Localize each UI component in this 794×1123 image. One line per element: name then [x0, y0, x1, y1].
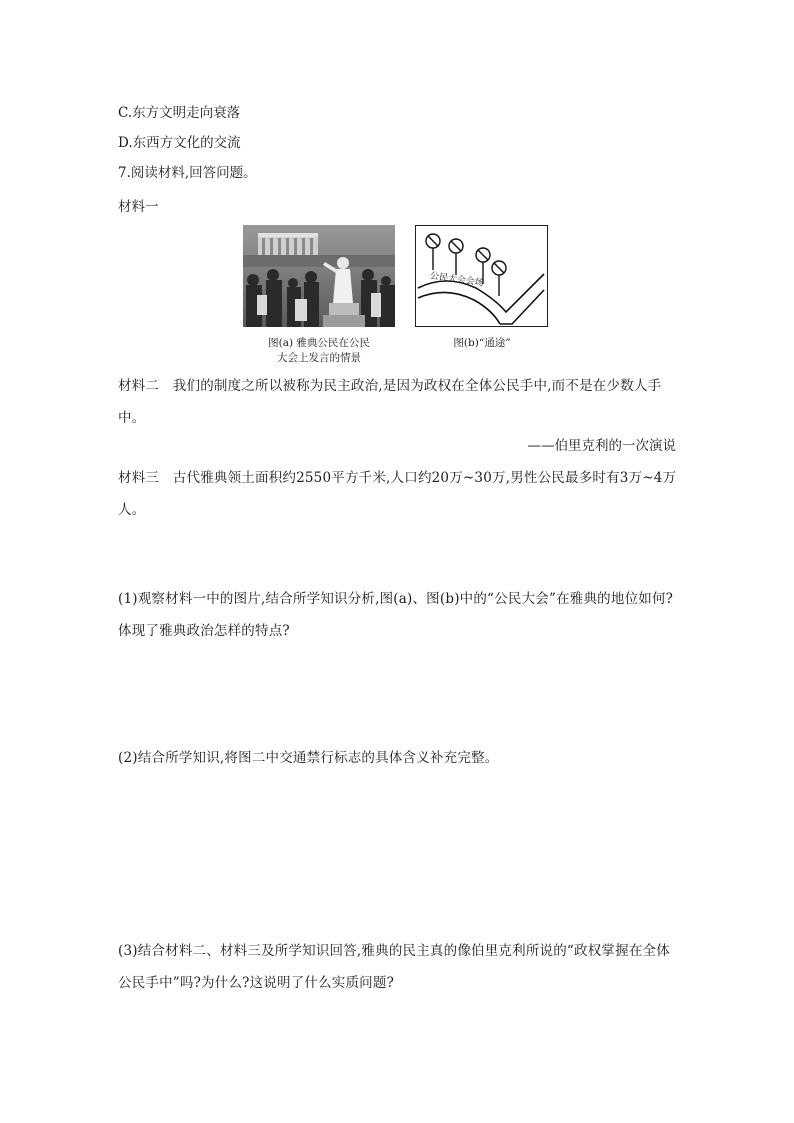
no-entry-sign-icon: [449, 239, 463, 275]
figure-b-road-diagram: [415, 225, 548, 327]
no-entry-sign-icon: [492, 261, 506, 296]
material3-text: 材料三 古代雅典领土面积约2550平方千米,人口约20万~30万,男性公民最多时有3万~4万人。: [118, 470, 677, 518]
figure-b-caption: 图(b)“通途”: [453, 337, 511, 349]
material2-source: ——伯里克利的一次演说: [527, 438, 676, 454]
figure-a-caption-line1: 图(a) 雅典公民在公民: [268, 337, 370, 349]
assembly-venue-label: 公民大会会场: [429, 271, 485, 289]
question-stem: 7.阅读材料,回答问题。: [118, 165, 257, 181]
question-1: (1)观察材料一中的图片,结合所学知识分析,图(a)、图(b)中的“公民大会”在雅典的地位如何?体现了雅典政治怎样的特点?: [118, 591, 674, 639]
athens-assembly-illustration: [243, 225, 395, 327]
question-3: (3)结合材料二、材料三及所学知识回答,雅典的民主真的像伯里克利所说的“政权掌握在全体公民手中”吗?为什么?这说明了什么实质问题?: [118, 943, 670, 991]
option-d: D.东西方文化的交流: [118, 135, 241, 151]
figure-a-athens-assembly-image: [243, 225, 395, 327]
option-c: C.东方文明走向衰落: [118, 105, 241, 121]
no-entry-sign-icon: [426, 234, 440, 270]
material2-text: 材料二 我们的制度之所以被称为民主政治,是因为政权在全体公民手中,而不是在少数人手中。: [118, 378, 662, 426]
material1-label: 材料一: [118, 199, 159, 215]
figure-a-caption-line2: 大会上发言的情景: [277, 352, 361, 364]
figure-a-caption: [238, 336, 400, 366]
question-2: (2)结合所学知识,将图二中交通禁行标志的具体含义补充完整。: [118, 750, 499, 766]
